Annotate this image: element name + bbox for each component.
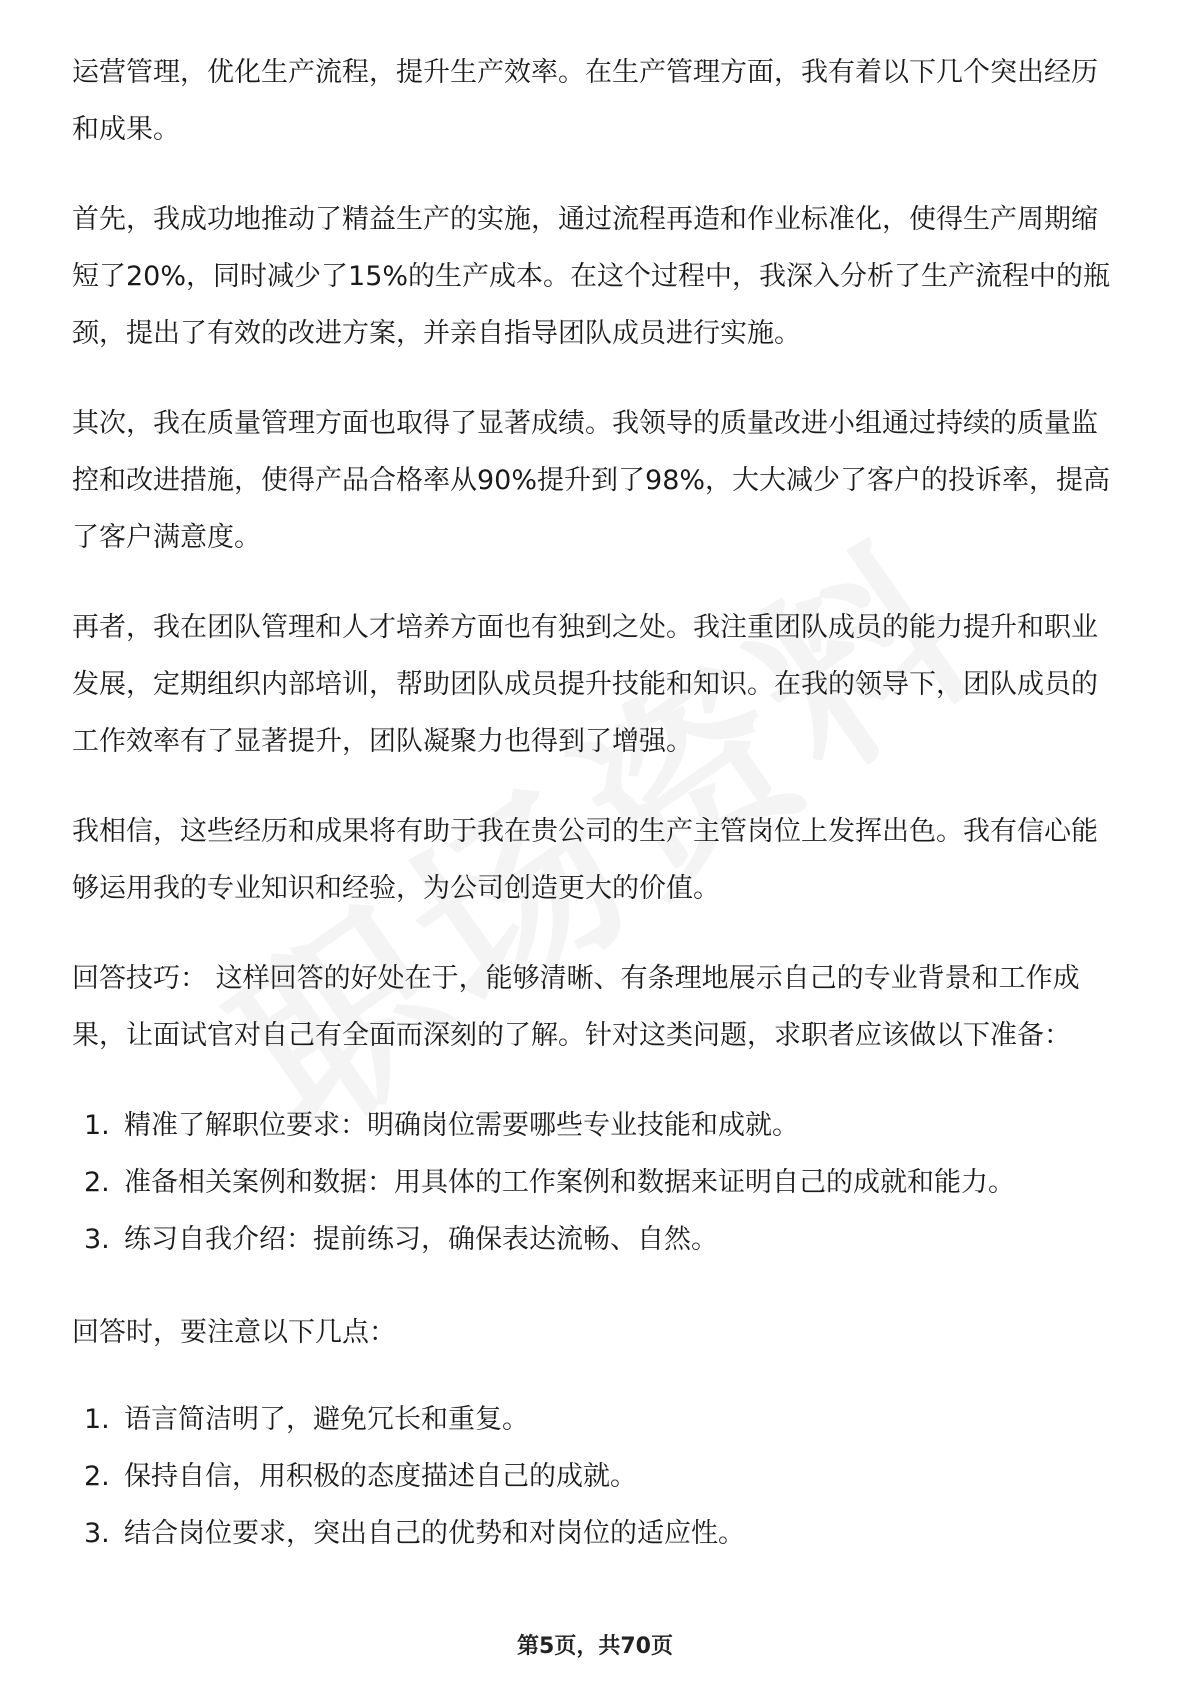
paragraph-conclusion: 我相信，这些经历和成果将有助于我在贵公司的生产主管岗位上发挥出色。我有信心能够运用我的专业知识和经验，为公司创造更大的价值。: [72, 816, 1098, 904]
list-item: [72, 1154, 1122, 1211]
list-text: 精准了解职位要求：明确岗位需要哪些专业技能和成就。: [124, 1110, 799, 1141]
list-text: 保持自信，用积极的态度描述自己的成就。: [124, 1461, 637, 1492]
page-number: 第5页，共70页: [517, 1634, 673, 1659]
list-item: [72, 1448, 1122, 1505]
paragraph-tips: 回答技巧： 这样回答的好处在于，能够清晰、有条理地展示自己的专业背景和工作成果，让面试官对自己有全面而深刻的了解。针对这类问题，求职者应该做以下准备：: [72, 963, 1080, 1051]
notes-list: [72, 1391, 1122, 1562]
paragraph-lean-production: 首先，我成功地推动了精益生产的实施，通过流程再造和作业标准化，使得生产周期缩短了20%，同时减少了15%的生产成本。在这个过程中，我深入分析了生产流程中的瓶颈，提出了有效的改进方案，并亲自指导团队成员进行实施。: [72, 204, 1111, 349]
list-number: 2.: [84, 1167, 110, 1198]
list-text: 结合岗位要求，突出自己的优势和对岗位的适应性。: [124, 1518, 745, 1549]
paragraph-quality: 其次，我在质量管理方面也取得了显著成绩。我领导的质量改进小组通过持续的质量监控和改进措施，使得产品合格率从90%提升到了98%，大大减少了客户的投诉率，提高了客户满意度。: [72, 408, 1111, 553]
notes-heading: 回答时，要注意以下几点：: [72, 1317, 396, 1348]
list-text: 准备相关案例和数据：用具体的工作案例和数据来证明自己的成就和能力。: [124, 1167, 1015, 1198]
list-number: 2.: [84, 1461, 110, 1492]
list-item: [72, 1097, 1122, 1154]
document-body: [72, 44, 1122, 1598]
list-text: 练习自我介绍：提前练习，确保表达流畅、自然。: [124, 1224, 718, 1255]
list-number: 1.: [84, 1404, 110, 1435]
list-text: 语言简洁明了，避免冗长和重复。: [124, 1404, 529, 1435]
paragraph-intro: 运营管理，优化生产流程，提升生产效率。在生产管理方面，我有着以下几个突出经历和成果。: [72, 57, 1098, 145]
list-number: 3.: [84, 1224, 110, 1255]
prep-list: [72, 1097, 1122, 1268]
list-number: 1.: [84, 1110, 110, 1141]
list-item: [72, 1211, 1122, 1268]
list-number: 3.: [84, 1518, 110, 1549]
list-item: [72, 1505, 1122, 1562]
list-item: [72, 1391, 1122, 1448]
paragraph-team: 再者，我在团队管理和人才培养方面也有独到之处。我注重团队成员的能力提升和职业发展，定期组织内部培训，帮助团队成员提升技能和知识。在我的领导下，团队成员的工作效率有了显著提升，团队凝聚力也得到了增强。: [72, 612, 1098, 757]
